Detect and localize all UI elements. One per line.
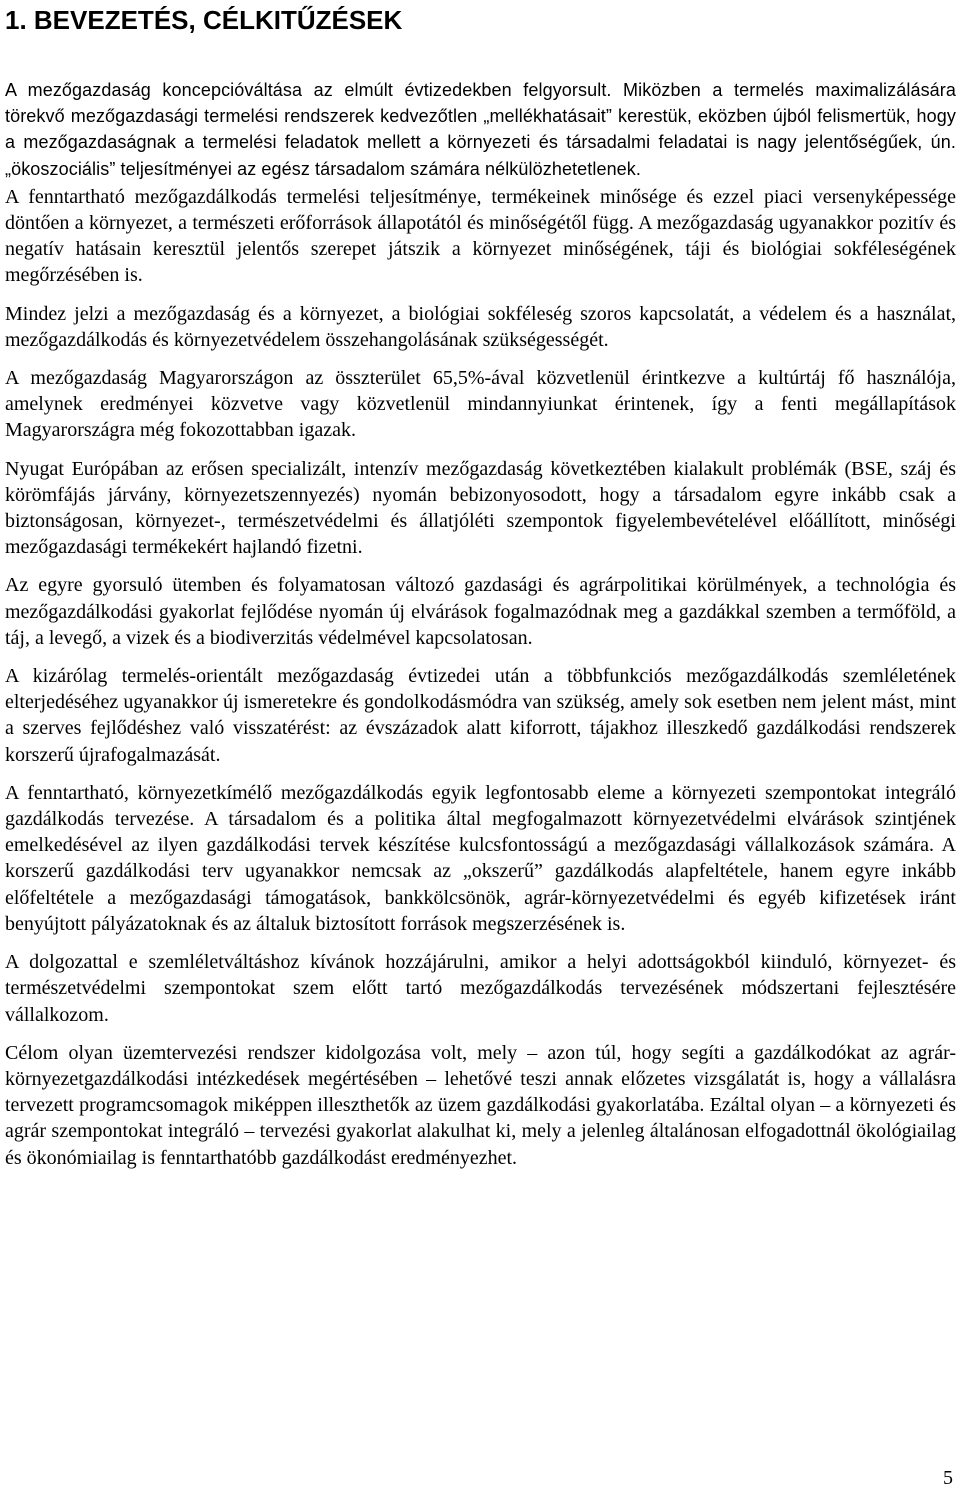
paragraph-multifunctional: A kizárólag termelés-orientált mezőgazdaság évtizedei után a többfunkciós mezőgazdálkodás szemléletének elterjedéséhez ugyanakkor új ismeretekre és gondolkodásmódra van szükség, amely sok esetben nem jelent mást, mint a szerves fejlődéshez való visszatérést: az évszázadok alatt kiforrott, tájakhoz illeszkedő gazdálkodási rendszerek korszerű újrafogalmazását. [5, 665, 956, 766]
paragraph-goal: Célom olyan üzemtervezési rendszer kidolgozása volt, mely – azon túl, hogy segíti a gazdálkodókat az agrár-környezetgazdálkodási intézkedések megértésében – lehetővé teszi annak előzetes vizsgálatát is, hogy a vállalásra tervezett programcsomagok miképpen illeszthetők az üzem gazdálkodási gyakorlatába. Ezáltal olyan – a környezeti és agrár szempontokat integráló – tervezési gyakorlat alakulhat ki, mely a jelenleg általánosan elfogadottnál ökológiailag és ökonómiailag is fenntarthatóbb gazdálkodást eredményezhet. [5, 1041, 956, 1169]
paragraph-expectations: Az egyre gyorsuló ütemben és folyamatosan változó gazdasági és agrárpolitikai körülmények, a technológia és mezőgazdálkodási gyakorlat fejlődése nyomán új elvárások fogalmazódnak meg a gazdákkal szemben a termőföld, a táj, a levegő, a vizek és a biodiverzitás védelmével kapcsolatosan. [5, 574, 956, 649]
paragraph-sustainable-farming: A fenntartható mezőgazdálkodás termelési teljesítménye, termékeinek minősége és ezzel piaci versenyképessége döntően a környezet, a természeti erőforrások állapotától és minőségétől függ. A mezőgazdaság ugyanakkor pozitív és negatív hatásain keresztül jelentős szerepet játszik a környezet minőségének, táji és biológiai sokféleségének megőrzésében is. [5, 185, 956, 287]
paragraph-biodiversity: Mindez jelzi a mezőgazdaság és a környezet, a biológiai sokféleség szoros kapcsolatát, a védelem és a használat, mezőgazdálkodás és környezetvédelem összehangolásának szükségességét. [5, 302, 956, 351]
page-number: 5 [943, 1467, 953, 1489]
paragraph-western-europe: Nyugat Európában az erősen specializált, intenzív mezőgazdaság következtében kialakult problémák (BSE, száj és körömfájás járvány, környezetszennyezés) nyomán bebizonyosodott, hogy a társadalom egyre inkább csak a biztonságosan, környezet-, természetvédelmi és állatjóléti szempontok figyelembevételével előállított, minőségi mezőgazdasági termékekért hajlandó fizetni. [5, 457, 956, 559]
paragraph-intro: A mezőgazdaság koncepcióváltása az elmúlt évtizedekben felgyorsult. Miközben a termelés maximalizálására törekvő mezőgazdasági termelési rendszerek kedvezőtlen „mellékhatásait” kerestük, eközben újból felismertük, hogy a mezőgazdaságnak a termelési feladatok mellett a környezeti és társadalmi feladatai is nagy jelentőségűek, ún. „ökoszociális” teljesítményei az egész társadalom számára nélkülözhetetlenek. [5, 80, 956, 179]
body-text [5, 77, 956, 1171]
paragraph-contribution: A dolgozattal e szemléletváltáshoz kívánok hozzájárulni, amikor a helyi adottságokból kiinduló, környezet- és természetvédelmi szempontokat szem előtt tartó mezőgazdálkodás tervezésének módszertani fejlesztésére vállalkozom. [5, 951, 956, 1026]
chapter-heading: 1. BEVEZETÉS, CÉLKITŰZÉSEK [5, 5, 403, 35]
paragraph-planning: A fenntartható, környezetkímélő mezőgazdálkodás egyik legfontosabb eleme a környezeti szempontokat integráló gazdálkodás tervezése. A társadalom és a politika által megfogalmazott környezetvédelmi elvárások szintjének emelkedésével az ilyen gazdálkodási tervek készítése kulcsfontosságú a mezőgazdasági vállalkozások számára. A korszerű gazdálkodási terv ugyanakkor nemcsak az „okszerű” gazdálkodás alapfeltétele, hanem egyre inkább előfeltétele a mezőgazdasági támogatások, bankkölcsönök, agrár-környezetvédelmi és egyéb kifizetések iránt benyújtott pályázatoknak és az általuk biztosított források megszerzésének is. [5, 781, 956, 935]
document-page [5, 0, 956, 1183]
paragraph-hungary: A mezőgazdaság Magyarországon az összterület 65,5%-ával közvetlenül érintkezve a kultúrtáj fő használója, amelynek eredményei közvetve vagy közvetlenül mindannyiunkat érintenek, így a fenti megállapítások Magyarországra még fokozottabban igazak. [5, 367, 956, 442]
